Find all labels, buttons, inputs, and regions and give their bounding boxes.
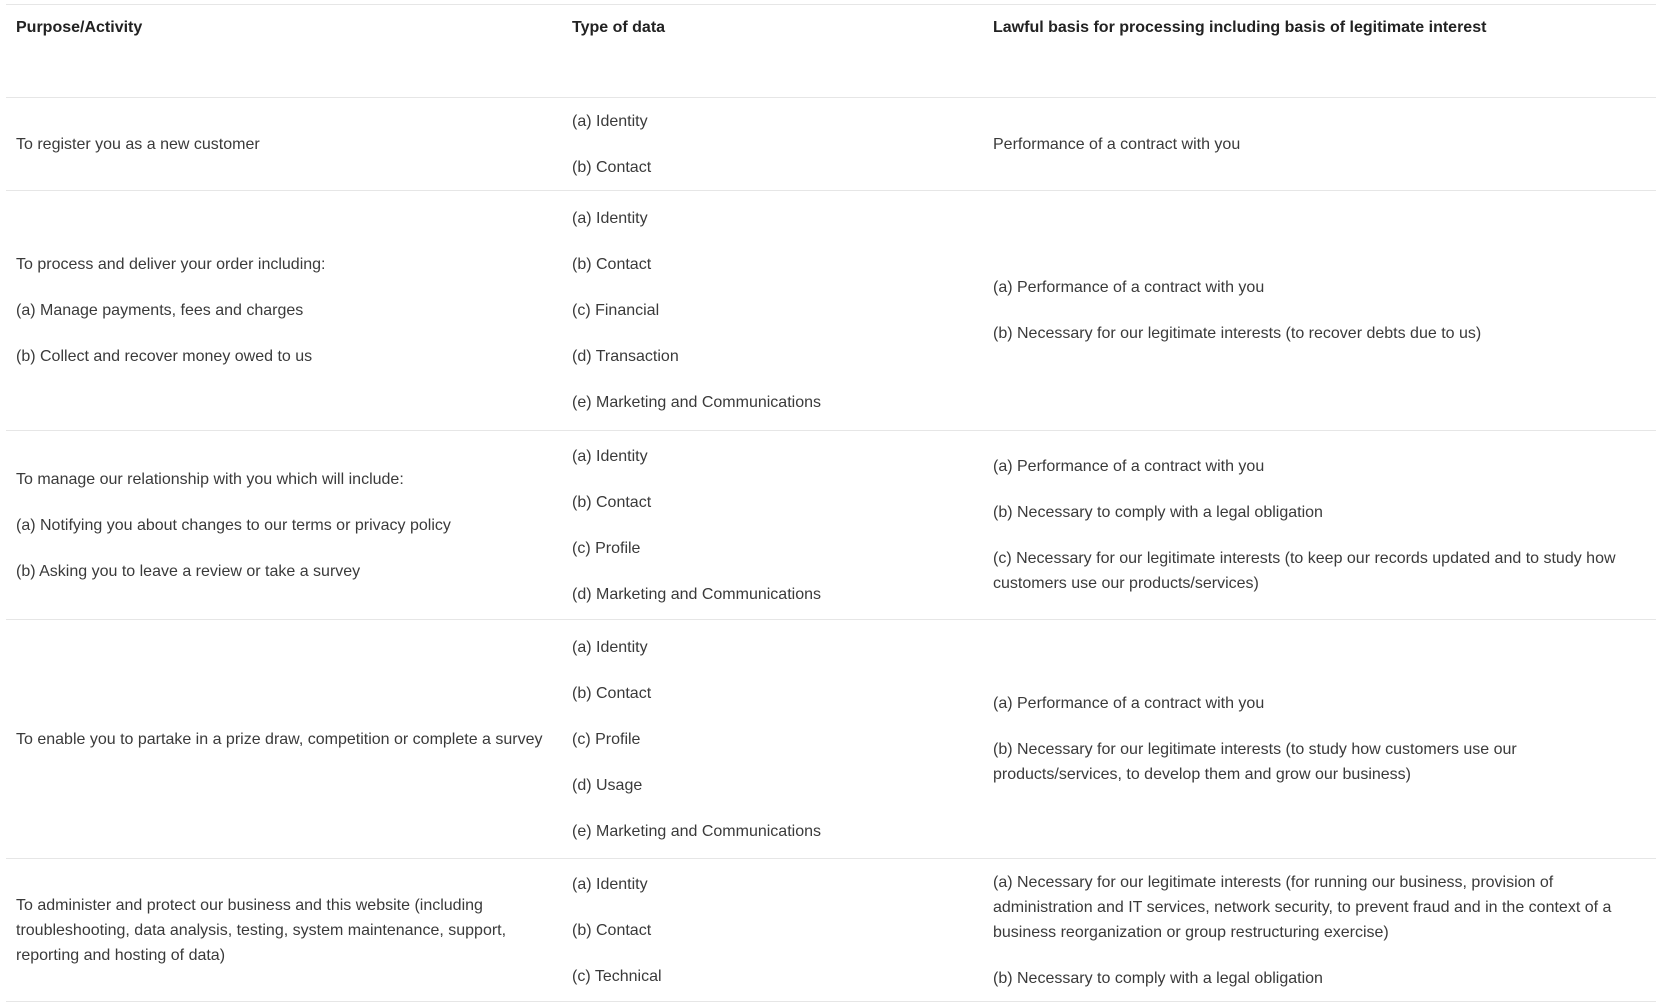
type-item: (c) Profile [572,539,641,557]
purpose-cell [6,620,562,858]
type-item: (a) Identity [572,112,648,130]
type-cell [562,620,983,858]
type-item: (e) Marketing and Communications [572,394,821,411]
basis-text: (a) Performance of a contract with you [993,279,1265,296]
type-cell [562,859,983,1001]
type-cell [562,98,983,190]
type-item: (b) Contact [572,158,652,176]
purpose-cell [6,431,562,619]
basis-cell [983,98,1656,190]
purpose-text: To administer and protect our business and this website (including troubleshooting, data analysis, testing, system maintenance, support, reporting and hosting of data) [16,896,507,964]
type-item: (a) Identity [572,875,648,893]
table-row [6,431,1656,620]
type-cell [562,431,983,619]
type-item: (a) Identity [572,638,648,656]
type-item: (b) Contact [572,256,652,273]
basis-cell [983,191,1656,430]
type-item: (b) Contact [572,493,652,511]
table-row [6,98,1656,191]
type-item: (c) Technical [572,967,662,985]
type-item: (c) Profile [572,730,641,748]
table-header-row [6,5,1656,98]
basis-text: (a) Performance of a contract with you [993,458,1265,475]
basis-text: (b) Necessary for our legitimate interests (to study how customers use our products/services, to develop them and grow our business) [993,741,1517,783]
basis-text: Performance of a contract with you [993,135,1241,153]
table-row [6,620,1656,859]
purpose-text: To manage our relationship with you which will include: [16,470,404,488]
basis-text: (c) Necessary for our legitimate interests (to keep our records updated and to study how customers use our products/services) [993,550,1616,592]
header-type-of-data: Type of data [572,19,666,36]
purpose-cell [6,191,562,430]
basis-cell [983,620,1656,858]
purpose-text: (b) Asking you to leave a review or take a survey [16,562,361,580]
type-item: (b) Contact [572,684,652,702]
basis-text: (b) Necessary to comply with a legal obligation [993,969,1323,987]
table-row [6,191,1656,431]
type-item: (c) Financial [572,302,660,319]
purpose-cell [6,98,562,190]
basis-text: (b) Necessary to comply with a legal obligation [993,504,1323,521]
purpose-text: (a) Notifying you about changes to our terms or privacy policy [16,516,451,534]
basis-text: (a) Performance of a contract with you [993,695,1265,712]
purpose-text: (a) Manage payments, fees and charges [16,302,304,319]
lawful-basis-table [6,4,1656,1002]
purpose-text: To enable you to partake in a prize draw, competition or complete a survey [16,730,543,748]
type-item: (d) Marketing and Communications [572,585,821,603]
header-lawful-basis: Lawful basis for processing including basis of legitimate interest [993,19,1487,36]
purpose-text: (b) Collect and recover money owed to us [16,348,313,365]
type-item: (b) Contact [572,921,652,939]
basis-text: (b) Necessary for our legitimate interests (to recover debts due to us) [993,325,1482,342]
purpose-text: To register you as a new customer [16,135,260,153]
purpose-cell [6,859,562,1001]
basis-cell [983,431,1656,619]
type-item: (d) Transaction [572,348,679,365]
type-item: (e) Marketing and Communications [572,822,821,840]
basis-cell [983,859,1656,1001]
type-cell [562,191,983,430]
type-item: (a) Identity [572,447,648,465]
type-item: (a) Identity [572,210,648,227]
table-row [6,859,1656,1002]
header-purpose: Purpose/Activity [16,19,143,36]
basis-text: (a) Necessary for our legitimate interests (for running our business, provision of administration and IT services, network security, to prevent fraud and in the context of a business reorganization or group restructuring exercise) [993,873,1612,941]
type-item: (d) Usage [572,776,643,794]
purpose-text: To process and deliver your order including: [16,256,326,273]
